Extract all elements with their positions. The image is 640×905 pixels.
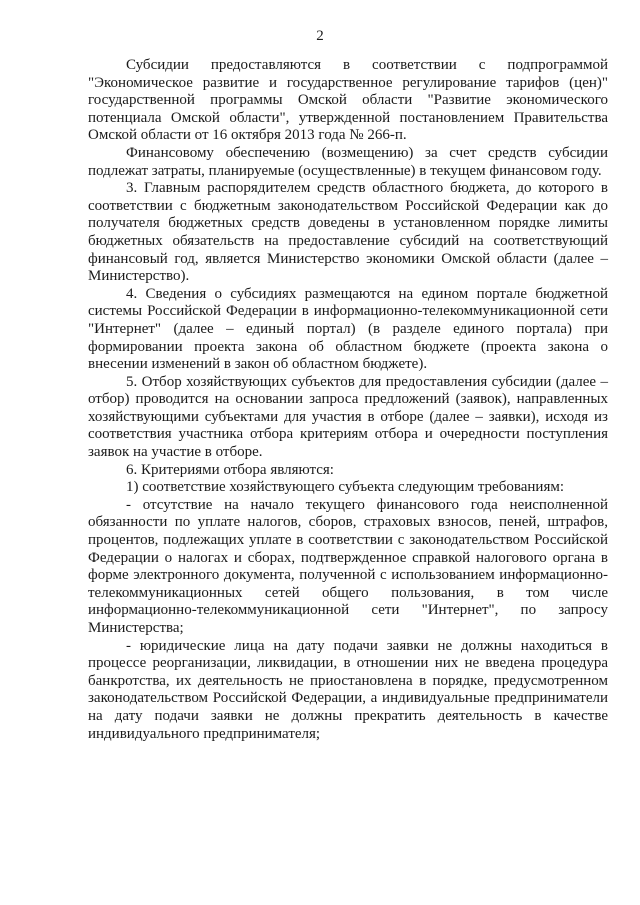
paragraph-main-administrator: 3. Главным распорядителем средств областного бюджета, до которого в соответствии с бюджетным законодательством Российской Федерации как до получателя бюджетных средств доведены в установленном порядке лимиты бюджетных обязательств на предоставление субсидий на соответствующий финансовый год, является Министерство экономики Омской области (далее – Министерство). — [88, 180, 608, 285]
paragraph-criteria-heading: 6. Критериями отбора являются: — [126, 461, 334, 478]
paragraph-requirement-no-reorganization: - юридические лица на дату подачи заявки не должны находиться в процессе реорганизации, ликвидации, в отношении них не введена процедура банкротства, их деятельность не приостановлена в порядке, предусмотренном законодательством Российской Федерации, а индивидуальные предприниматели на дату подачи заявки не должны прекратить деятельность в качестве индивидуального предпринимателя; — [88, 637, 608, 742]
paragraph-financial-support: Финансовому обеспечению (возмещению) за счет средств субсидии подлежат затраты, планируемые (осуществленные) в текущем финансовом году. — [88, 144, 608, 179]
document-body — [88, 57, 608, 743]
page-number: 2 — [316, 28, 324, 44]
paragraph-criteria-item-1: 1) соответствие хозяйствующего субъекта следующим требованиям: — [126, 479, 565, 496]
paragraph-subsidy-program: Субсидии предоставляются в соответствии с подпрограммой "Экономическое развитие и государственное регулирование тарифов (цен)" государственной программы Омской области "Развитие экономического потенциала Омской области", утвержденной постановлением Правительства Омской области от 16 октября 2013 года № 266-п. — [88, 57, 608, 144]
paragraph-requirement-no-debts: - отсутствие на начало текущего финансового года неисполненной обязанности по уплате налогов, сборов, страховых взносов, пеней, штрафов, процентов, подлежащих уплате в соответствии с законодательством Российской Федерации о налогах и сборах, подтвержденное справкой налогового органа в форме электронного документа, полученной с использованием информационно-телекоммуникационных сетей общего пользования, в том числе информационно-телекоммуникационной сети "Интернет", по запросу Министерства; — [88, 496, 608, 636]
paragraph-information-portal: 4. Сведения о субсидиях размещаются на едином портале бюджетной системы Российской Федерации в информационно-телекоммуникационной сети "Интернет" (далее – единый портал) (в разделе единого портала) при формировании проекта закона об областном бюджете (проекта закона о внесении изменений в закон об областном бюджете). — [88, 285, 608, 373]
paragraph-selection: 5. Отбор хозяйствующих субъектов для предоставления субсидии (далее – отбор) проводится на основании запроса предложений (заявок), направленных хозяйствующими субъектами для участия в отборе (далее – заявки), исходя из соответствия участника отбора критериям отбора и очередности поступления заявок на участие в отборе. — [88, 373, 608, 461]
